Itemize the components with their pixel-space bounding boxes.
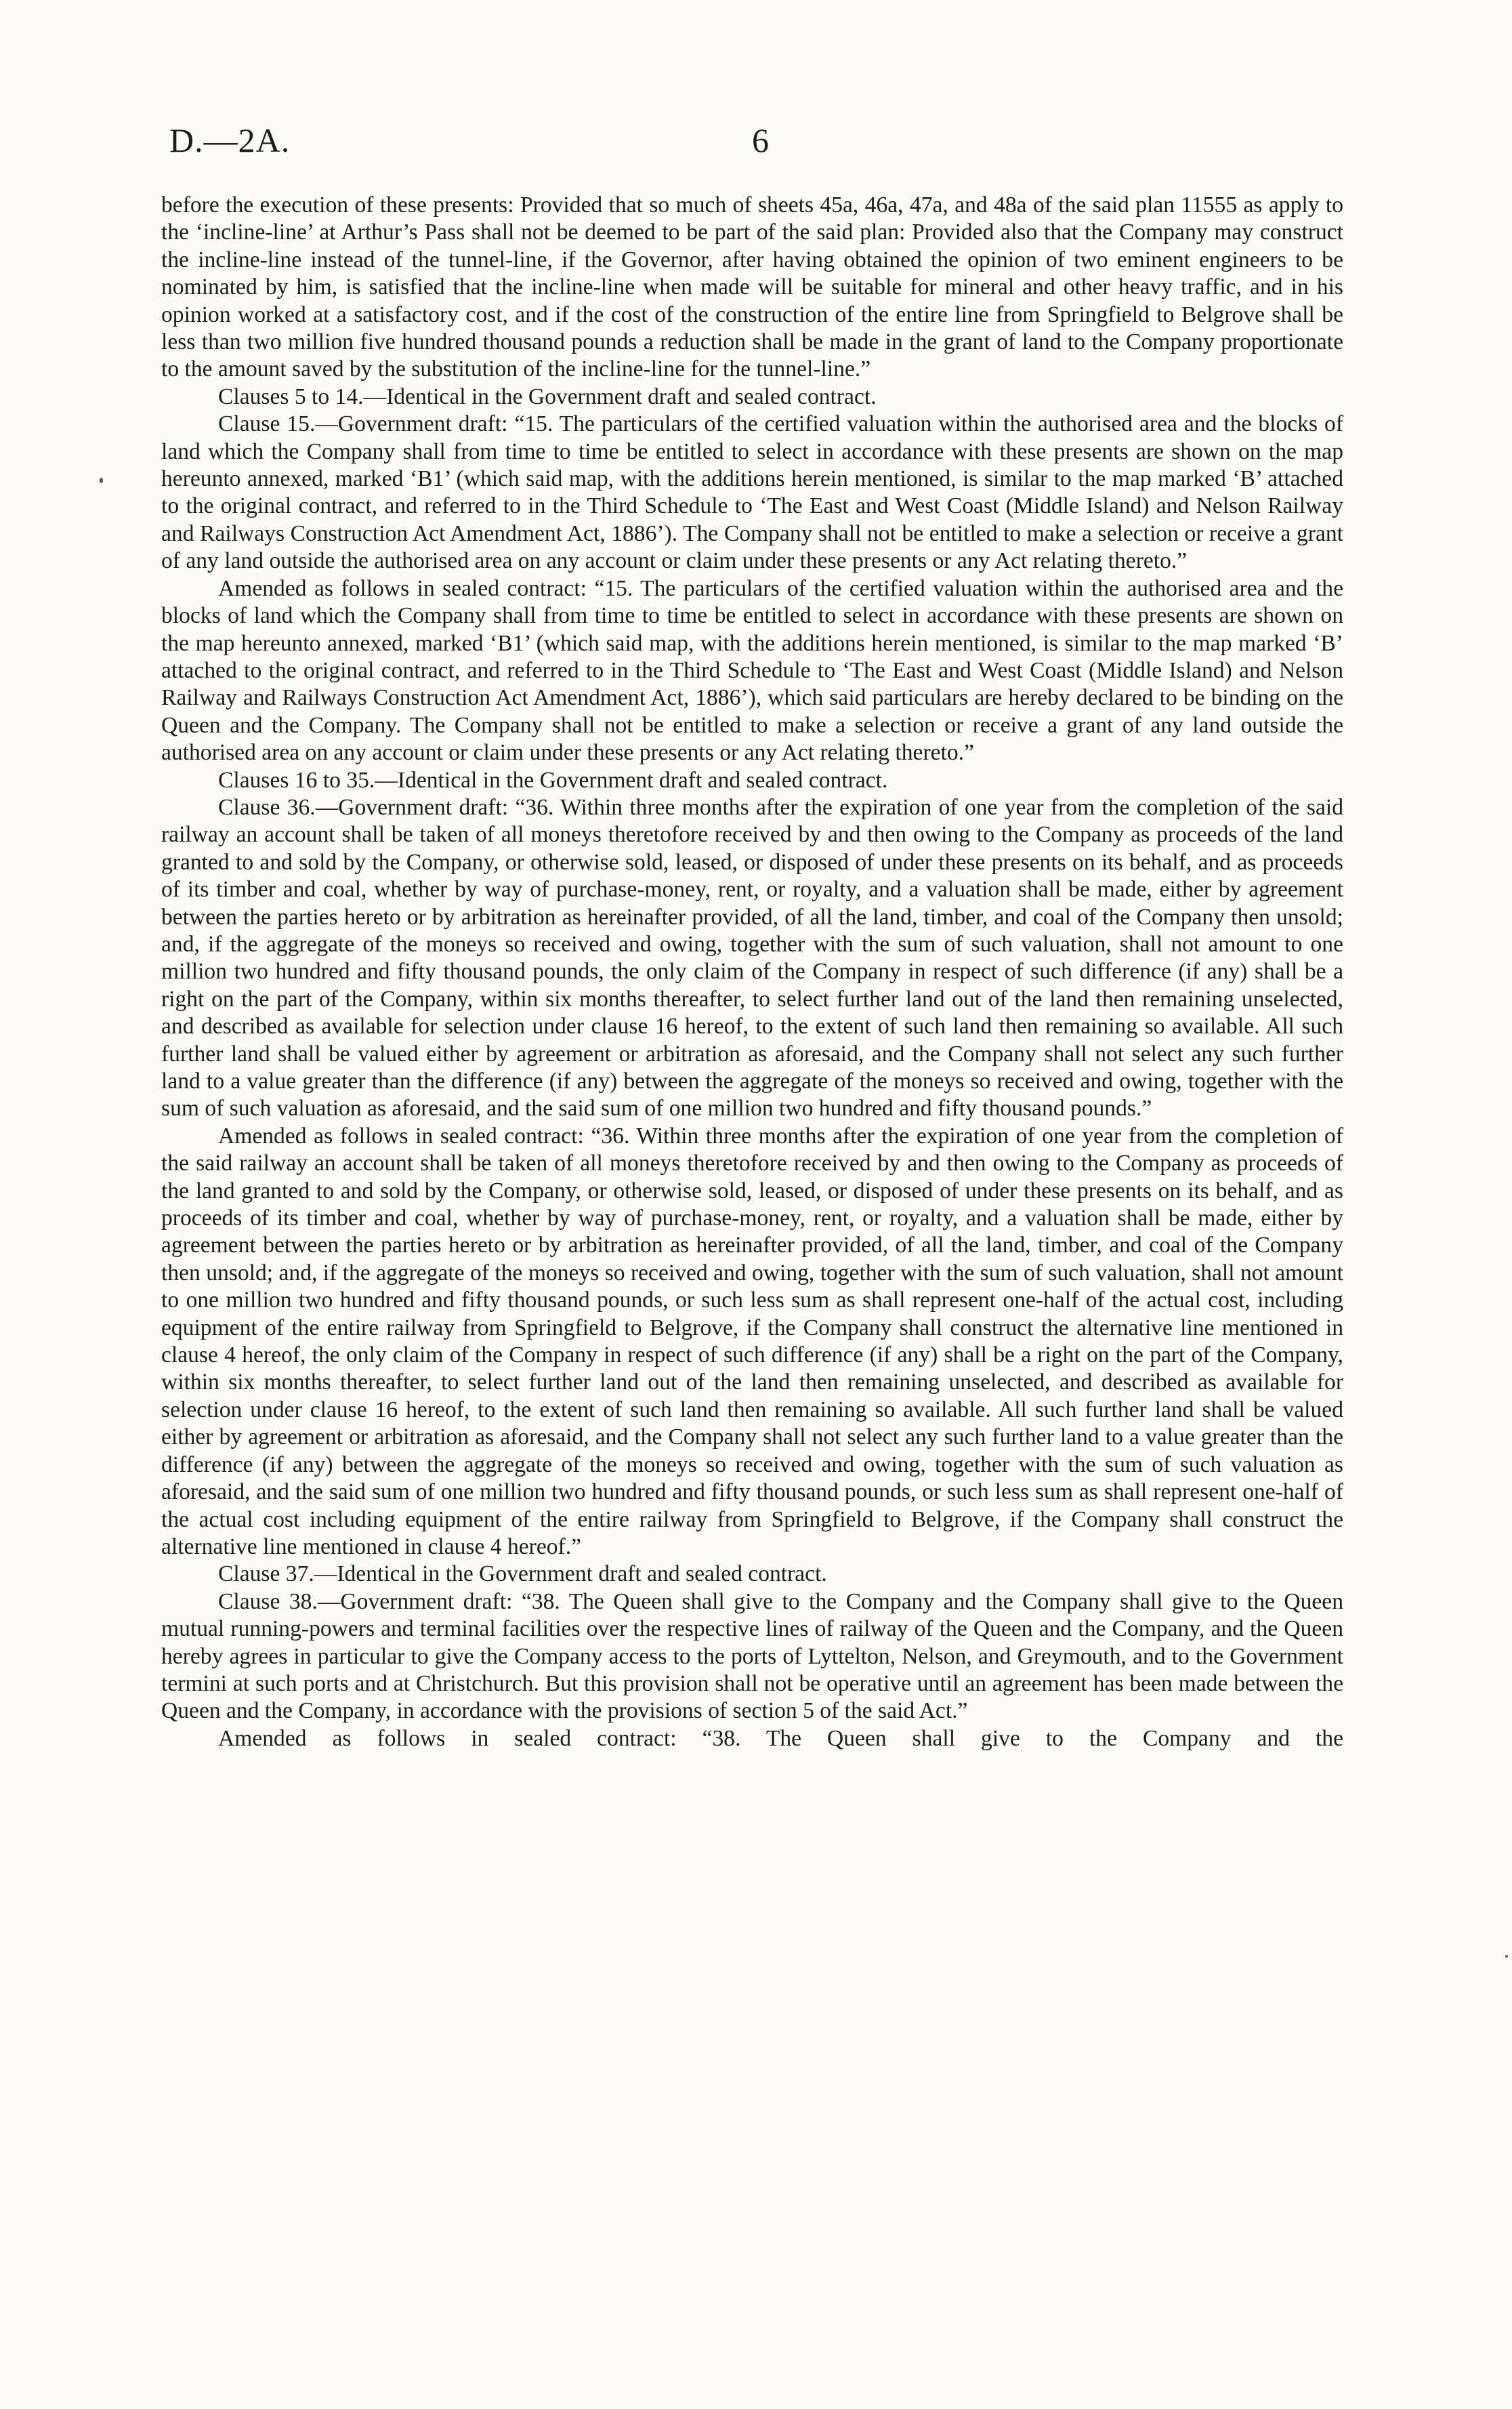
document-reference: D.—2A. [169,121,291,159]
scan-speck-right-margin [1505,1955,1508,1958]
paragraph-clause-38-sealed-contract: Amended as follows in sealed contract: “38. The Queen shall give to the Company and the [218,1725,1343,1751]
document-body [161,192,1343,1752]
paragraph-clause-37: Clause 37.—Identical in the Government draft and sealed contract. [218,1561,827,1587]
paragraph-clause-36-government-draft: Clause 36.—Government draft: “36. Within three months after the expiration of one year from the completion of the said railway an account shall be taken of all moneys theretofore received by and then owing to the Company as proceeds of the land granted to and sold by the Company, or otherwise sold, leased, or disposed of under these presents on its behalf, and as proceeds of its timber and coal, whether by way of purchase-money, rent, or royalty, and a valuation shall be made, either by agreement between the parties hereto or by arbitration as hereinafter provided, of all the land, timber, and coal of the Company then unsold; and, if the aggregate of the moneys so received and owing, together with the sum of such valuation, shall not amount to one million two hundred and fifty thousand pounds, the only claim of the Company in respect of such difference (if any) shall be a right on the part of the Company, within six months thereafter, to select further land out of the land then remaining unselected, and described as available for selection under clause 16 hereof, to the extent of such land then remaining so available. All such further land shall be valued either by agreement or arbitration as aforesaid, and the Company shall not select any such further land to a value greater than the difference (if any) between the aggregate of the moneys so received and owing, together with the sum of such valuation as aforesaid, and the said sum of one million two hundred and fifty thousand pounds.” [161,794,1343,1121]
paragraph-clauses-16-35: Clauses 16 to 35.—Identical in the Government draft and sealed contract. [218,767,888,793]
paragraph-clause-15-sealed-contract: Amended as follows in sealed contract: “15. The particulars of the certified valuation within the authorised area and the blocks of land which the Company shall from time to time be entitled to select in accordance with these presents are shown on the map hereunto annexed, marked ‘B1’ (which said map, with the additions herein mentioned, is similar to the map marked ‘B’ attached to the original contract, and referred to in the Third Schedule to ‘The East and West Coast (Middle Island) and Nelson Railway and Railways Construction Act Amendment Act, 1886’), which said particulars are hereby declared to be binding on the Queen and the Company. The Company shall not be entitled to make a selection or receive a grant of any land outside the authorised area on any account or claim under these presents or any Act relating thereto.” [161,575,1343,766]
paragraph-clauses-5-14: Clauses 5 to 14.—Identical in the Government draft and sealed contract. [218,384,877,409]
paragraph-clause-36-sealed-contract: Amended as follows in sealed contract: “36. Within three months after the expiration of one year from the completion of the said railway an account shall be taken of all moneys theretofore received by and then owing to the Company as proceeds of the land granted to and sold by the Company, or otherwise sold, leased, or disposed of under these presents on its behalf, and as proceeds of its timber and coal, whether by way of purchase-money, rent, or royalty, and a valuation shall be made, either by agreement between the parties hereto or by arbitration as hereinafter provided, of all the land, timber, and coal of the Company then unsold; and, if the aggregate of the moneys so received and owing, together with the sum of such valuation, shall not amount to one million two hundred and fifty thousand pounds, or such less sum as shall represent one-half of the actual cost, including equipment of the entire railway from Springfield to Belgrove, if the Company shall construct the alternative line mentioned in clause 4 hereof, the only claim of the Company in respect of such difference (if any) shall be a right on the part of the Company, within six months thereafter, to select further land out of the land then remaining unselected, and described as available for selection under clause 16 hereof, to the extent of such land then remaining so available. All such further land shall be valued either by agreement or arbitration as aforesaid, and the Company shall not select any such further land to a value greater than the difference (if any) between the aggregate of the moneys so received and owing, together with the sum of such valuation as aforesaid, and the said sum of one million two hundred and fifty thousand pounds, or such less sum as shall represent one-half of the actual cost including equipment of the entire railway from Springfield to Belgrove, if the Company shall construct the alternative line mentioned in clause 4 hereof.” [161,1123,1343,1559]
scan-speck-left-margin [100,478,103,483]
paragraph-continued-clause-4: before the execution of these presents: Provided that so much of sheets 45a, 46a, 47a, and 48a of the said plan 11555 as apply to the ‘incline-line’ at Arthur’s Pass shall not be deemed to be part of the said plan: Provided also that the Company may construct the incline-line instead of the tunnel-line, if the Governor, after having obtained the opinion of two eminent engineers to be nominated by him, is satisfied that the incline-line when made will be suitable for mineral and other heavy traffic, and in his opinion worked at a satisfactory cost, and if the cost of the construction of the entire line from Springfield to Belgrove shall be less than two million five hundred thousand pounds a reduction shall be made in the grant of land to the Company proportionate to the amount saved by the substitution of the incline-line for the tunnel-line.” [161,192,1343,382]
paragraph-clause-15-government-draft: Clause 15.—Government draft: “15. The particulars of the certified valuation within the authorised area and the blocks of land which the Company shall from time to time be entitled to select in accordance with these presents are shown on the map hereunto annexed, marked ‘B1’ (which said map, with the additions herein mentioned, is similar to the map marked ‘B’ attached to the original contract, and referred to in the Third Schedule to ‘The East and West Coast (Middle Island) and Nelson Railway and Railways Construction Act Amendment Act, 1886’). The Company shall not be entitled to make a selection or receive a grant of any land outside the authorised area on any account or claim under these presents or any Act relating thereto.” [161,411,1343,574]
paragraph-clause-38-government-draft: Clause 38.—Government draft: “38. The Queen shall give to the Company and the Company shall give to the Queen mutual running-powers and terminal facilities over the respective lines of railway of the Queen and the Company, and the Queen hereby agrees in particular to give the Company access to the ports of Lyttelton, Nelson, and Greymouth, and to the Government termini at such ports and at Christchurch. But this provision shall not be operative until an agreement has been made between the Queen and the Company, in accordance with the provisions of section 5 of the said Act.” [161,1588,1343,1724]
page-header [169,121,1355,182]
page-number: 6 [752,121,769,159]
